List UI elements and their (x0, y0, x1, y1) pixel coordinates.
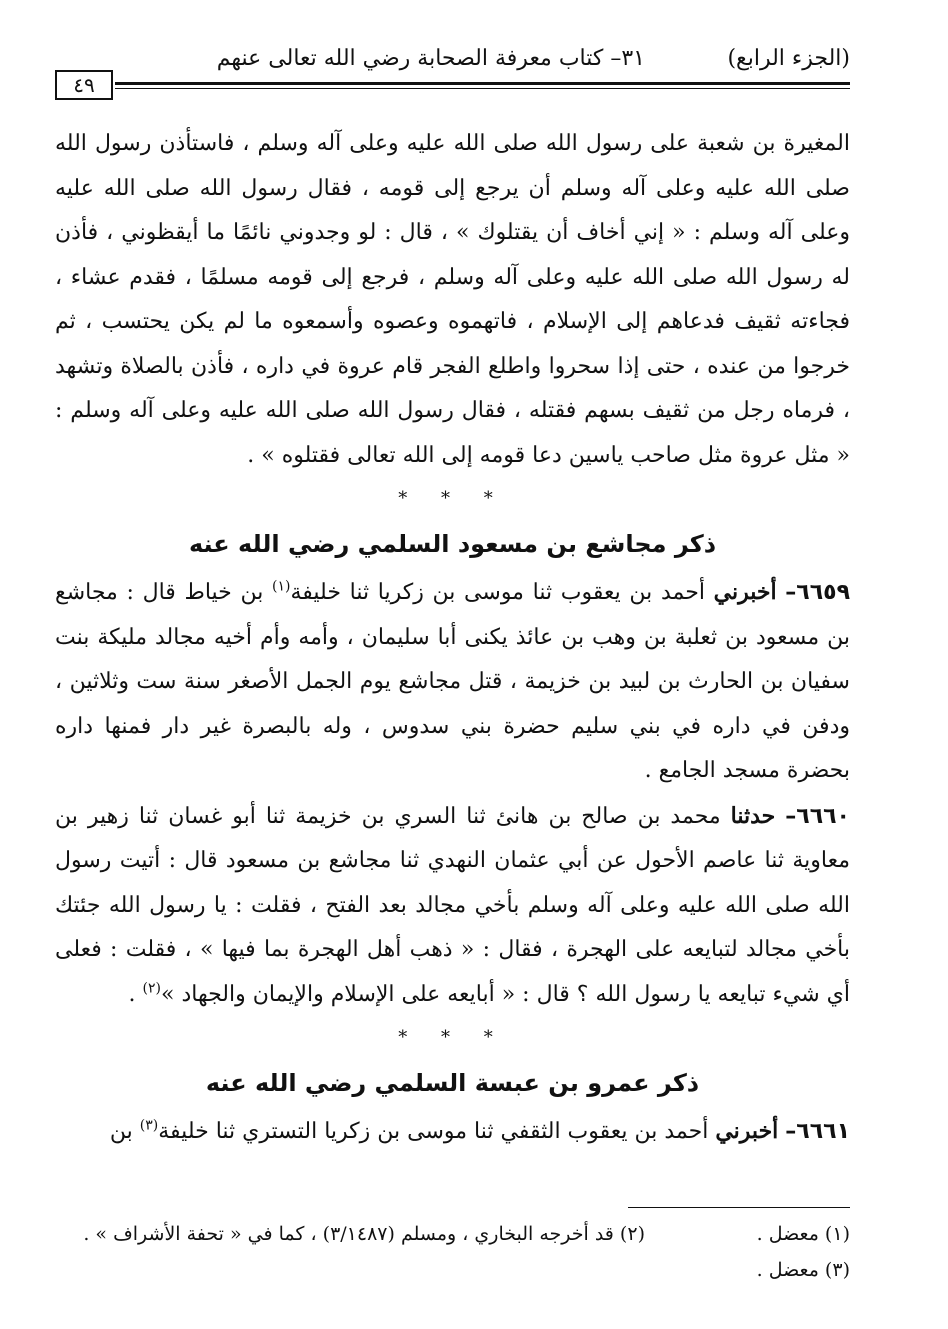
section-separator: * * * (398, 1027, 507, 1048)
footnote-ref: (٣) (139, 1117, 159, 1134)
footnote-ref: (١) (272, 578, 291, 595)
footnotes (55, 1216, 850, 1288)
entry-number: ٦٦٦١– (785, 1119, 850, 1144)
hadith-6660 (55, 794, 850, 1018)
volume-label: (الجزء الرابع) (727, 46, 850, 71)
footnote-2: (٢) قد أخرجه البخاري ، ومسلم (٣/١٤٨٧) ، كما في « تحفة الأشراف » . (83, 1223, 645, 1245)
hadith-6661 (55, 1109, 850, 1155)
footnote-row (55, 1216, 850, 1252)
entry-lead: أخبرني (715, 1118, 779, 1144)
section-title-amr: ذكر عمرو بن عبسة السلمي رضي الله عنه (205, 1069, 700, 1097)
hadith-6659 (55, 570, 850, 794)
entry-text: محمد بن صالح بن هانئ ثنا السري بن خزيمة ثنا أبو غسان ثنا زهير بن معاوية ثنا عاصم الأحول عن أبي عثمان النهدي ثنا مجاشع بن مسعود قال : أتيت رسول الله صلى الله عليه وعلى آله وسلم بأخي مجالد بعد الفتح ، فقلت : يا رسول الله جئتك بأخي مجالد لتبايعه على الهجرة ، فقال : « ذهب أهل الهجرة بما فيها » ، فقلت : فعلى أي شيء تبايعه يا رسول الله ؟ قال : « أبايعه على الإسلام والإيمان والجهاد » (55, 803, 850, 1007)
footnote-1: (١) معضل . (756, 1223, 850, 1245)
book-title: ٣١– كتاب معرفة الصحابة رضي الله تعالى عنهم (216, 46, 645, 71)
entry-text: أحمد بن يعقوب الثقفي ثنا موسى بن زكريا التستري ثنا خليفة (158, 1119, 716, 1144)
entry-text: بن (109, 1119, 140, 1144)
page-number: ٤٩ (55, 70, 113, 100)
section-title-mujashi: ذكر مجاشع بن مسعود السلمي رضي الله عنه (188, 530, 717, 558)
entry-lead: حدثنا (730, 802, 776, 829)
main-text (55, 122, 850, 1155)
entry-number: ٦٦٥٩– (785, 580, 850, 605)
entry-lead: أخبرني (713, 579, 777, 605)
paragraph-continued: المغيرة بن شعبة على رسول الله صلى الله عليه وعلى آله وسلم ، فاستأذن رسول الله صلى الله عليه وعلى آله وسلم أن يرجع إلى قومه ، فقال رسول الله صلى الله عليه وعلى آله وسلم : « إني أخاف أن يقتلوك » ، قال : لو وجدوني نائمًا ما أيقظوني ، فأذن له رسول الله صلى الله عليه وعلى آله وسلم ، فرجع إلى قومه مسلمًا ، فقدم عشاء ، فجاءته ثقيف فدعاهم إلى الإسلام ، فاتهموه وعصوه وأسمعوه ما لم يكن يحتسب ، ثم خرجوا من عنده ، حتى إذا سحروا واطلع الفجر قام عروة في داره ، فأذن بالصلاة وتشهد ، فرماه رجل من ثقيف بسهم فقتله ، فقال رسول الله صلى الله عليه وعلى آله وسلم : « مثل عروة مثل صاحب ياسين دعا قومه إلى الله تعالى فقتلوه » . (55, 131, 850, 468)
header-rule-thin (115, 88, 850, 89)
footnote-row (55, 1252, 850, 1288)
footnote-ref: (٢) (142, 980, 161, 997)
entry-text: أحمد بن يعقوب ثنا موسى بن زكريا ثنا خليفة (290, 580, 714, 605)
entry-text: بن خياط قال : مجاشع بن مسعود بن ثعلبة بن وهب بن عائذ يكنى أبا سليمان ، وأمه وأم أخيه مجالد مليكة بنت سفيان بن الحارث بن لبيد بن خزيمة ، قتل مجاشع يوم الجمل الأصغر سنة ست وثلاثين ، ودفن في داره في بني سليم حضرة بني سدوس ، وله بالبصرة غير دار فمنها داره بحضرة مسجد الجامع . (55, 580, 850, 783)
header-rule-thick (115, 82, 850, 85)
footnote-separator (628, 1207, 850, 1208)
section-separator: * * * (398, 488, 507, 509)
entry-number: ٦٦٦٠– (785, 803, 850, 829)
footnote-3: (٣) معضل . (756, 1259, 850, 1281)
running-header (55, 46, 850, 97)
entry-text: . (128, 981, 143, 1007)
